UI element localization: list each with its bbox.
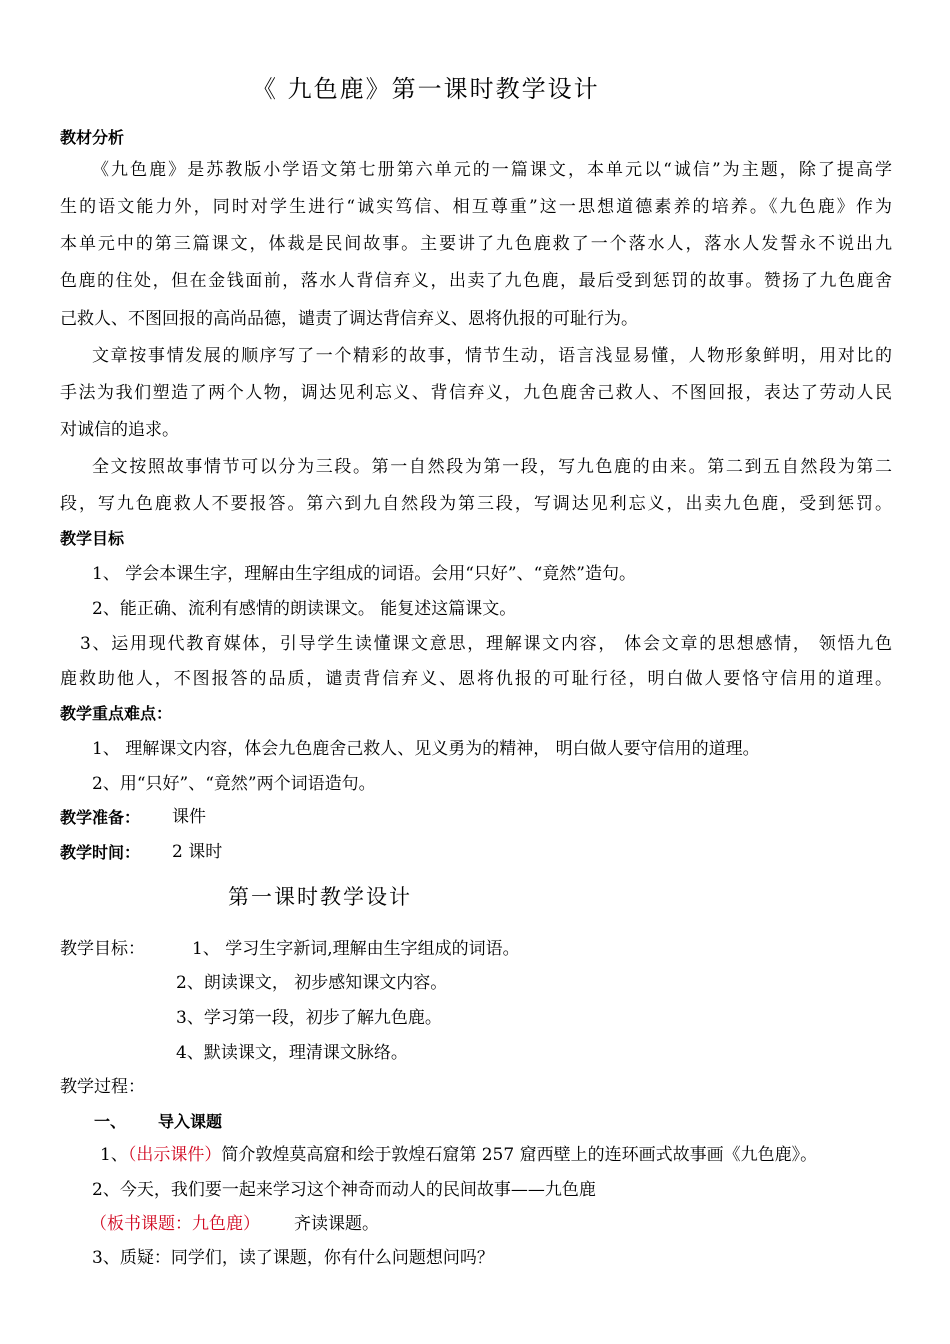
analysis-line: 本单元中的第三篇课文，体裁是民间故事。主要讲了九色鹿救了一个落水人，落水人发誓永不说出九 bbox=[60, 234, 892, 254]
duration-value: 2 课时 bbox=[172, 842, 223, 862]
process-item-1 bbox=[100, 1143, 817, 1167]
key-points-heading: 教学重点难点： bbox=[60, 704, 173, 723]
key-point-item: 1、 理解课文内容，体会九色鹿舍己救人、见义勇为的精神， 明白做人要守信用的道理。 bbox=[92, 739, 760, 759]
goals-heading: 教学目标 bbox=[60, 529, 125, 548]
goal-item: 3、运用现代教育媒体，引导学生读懂课文意思，理解课文内容， 体会文章的思想感情， 领悟九色 bbox=[80, 634, 892, 654]
analysis-line: 文章按事情发展的顺序写了一个精彩的故事，情节生动，语言浅显易懂，人物形象鲜明，用对比的 bbox=[92, 346, 892, 366]
analysis-line: 《九色鹿》是苏教版小学语文第七册第六单元的一篇课文，本单元以“诚信”为主题，除了提高学 bbox=[92, 160, 892, 180]
process-item-2: 2、今天，我们要一起来学习这个神奇而动人的民间故事——九色鹿 bbox=[92, 1180, 596, 1200]
analysis-heading: 教材分析 bbox=[60, 128, 125, 147]
process-item-4: 3、质疑：同学们，读了课题，你有什么问题想问吗？ bbox=[92, 1248, 494, 1268]
lesson-goal-item: 4、默读课文，理清课文脉络。 bbox=[176, 1043, 408, 1063]
step-number: 一、 bbox=[94, 1112, 127, 1131]
process-item-3 bbox=[90, 1212, 379, 1236]
prep-value: 课件 bbox=[172, 807, 206, 827]
analysis-line: 己救人、不图回报的高尚品德，谴责了调达背信弃义、恩将仇报的可耻行为。 bbox=[60, 309, 638, 329]
analysis-line: 手法为我们塑造了两个人物，调达见利忘义、背信弃义，九色鹿舍己救人、不图回报，表达了劳动人民 bbox=[60, 383, 892, 403]
key-point-item: 2、用“只好”、“竟然”两个词语造句。 bbox=[92, 774, 376, 794]
lesson-goal-item: 1、 学习生字新词,理解由生字组成的词语。 bbox=[192, 939, 520, 959]
prep-label: 教学准备： bbox=[60, 808, 141, 827]
analysis-line: 色鹿的住处，但在金钱面前，落水人背信弃义，出卖了九色鹿，最后受到惩罚的故事。赞扬了九色鹿舍 bbox=[60, 271, 892, 291]
lesson-goals-label: 教学目标： bbox=[60, 939, 145, 959]
analysis-line: 全文按照故事情节可以分为三段。第一自然段为第一段，写九色鹿的由来。第二到五自然段为第二 bbox=[92, 457, 892, 477]
analysis-line: 对诚信的追求。 bbox=[60, 420, 179, 440]
duration-label: 教学时间： bbox=[60, 843, 141, 862]
document-title: 《 九色鹿》第一课时教学设计 bbox=[252, 75, 600, 103]
lesson-goal-item: 2、朗读课文， 初步感知课文内容。 bbox=[176, 973, 448, 993]
process-item-number: 1、 bbox=[100, 1145, 128, 1165]
goal-item: 1、 学会本课生字，理解由生字组成的词语。会用“只好”、“竟然”造句。 bbox=[92, 564, 636, 584]
analysis-line: 生的语文能力外，同时对学生进行“诚实笃信、相互尊重”这一思想道德素养的培养。《九色鹿》作为 bbox=[60, 197, 892, 217]
process-item-text: 齐读课题。 bbox=[294, 1214, 379, 1234]
goal-item: 鹿救助他人，不图报答的品质，谴责背信弃义、恩将仇报的可耻行径，明白做人要恪守信用的道理。 bbox=[60, 669, 892, 689]
step-title: 导入课题 bbox=[158, 1112, 223, 1131]
process-label: 教学过程： bbox=[60, 1077, 145, 1097]
goal-item: 2、能正确、流利有感情的朗读课文。 能复述这篇课文。 bbox=[92, 599, 517, 619]
analysis-line: 段，写九色鹿救人不要报答。第六到九自然段为第三段，写调达见利忘义，出卖九色鹿，受到惩罚。 bbox=[60, 494, 892, 514]
section-title: 第一课时教学设计 bbox=[228, 885, 412, 909]
blackboard-note: （板书课题：九色鹿） bbox=[90, 1214, 260, 1234]
courseware-note: （出示课件） bbox=[127, 1145, 222, 1165]
lesson-goal-item: 3、学习第一段，初步了解九色鹿。 bbox=[176, 1008, 442, 1028]
process-item-text: 简介敦煌莫高窟和绘于敦煌石窟第 257 窟西壁上的连环画式故事画《九色鹿》。 bbox=[221, 1145, 818, 1165]
